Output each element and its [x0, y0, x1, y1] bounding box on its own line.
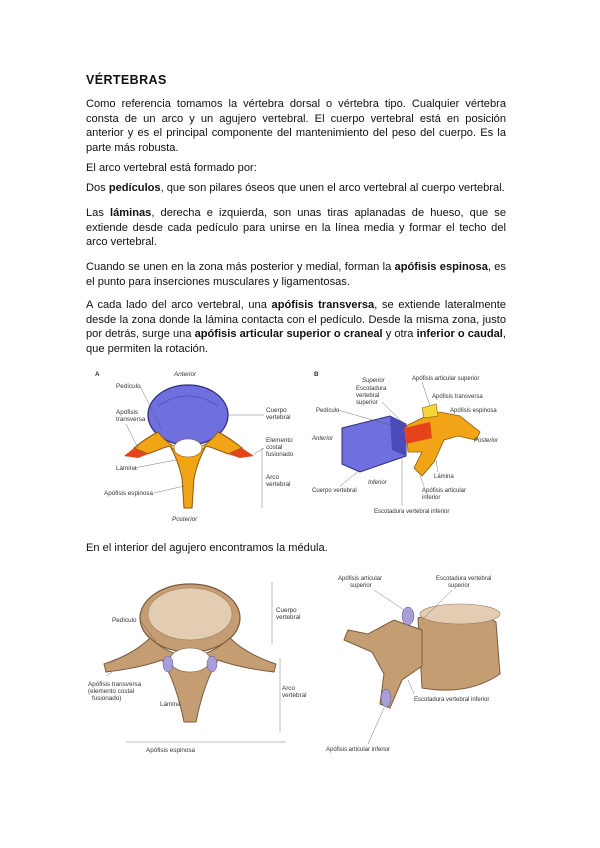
figB-art-inf-label: Apófisis articular — [422, 488, 467, 494]
figD-art-inf-label: Apófisis articular inferior — [326, 747, 391, 753]
figB-transversa-label: Apófisis transversa — [432, 394, 483, 400]
figB-art-sup-label: Apófisis articular superior — [412, 376, 480, 382]
page-title: VÉRTEBRAS — [86, 73, 167, 87]
figA-transversa-label-2: transversa — [116, 416, 146, 423]
vertebral-foramen — [174, 439, 202, 457]
figC-cuerpo-label-2: vertebral — [276, 614, 301, 621]
figC-transversa-label: Apófisis transversa — [88, 681, 142, 688]
figA-costal-label-2: costal — [266, 444, 283, 451]
figB-cuerpo-label: Cuerpo vertebral — [312, 488, 357, 494]
figA-pediculo-label: Pedículo — [116, 383, 141, 390]
intro-paragraph: Como referencia tomamos la vértebra dorsal o vértebra tipo. Cualquier vértebra consta de un arco y un agujero vertebral. El cuerpo vertebral está en posición anterior y es el principal componente del mantenimiento del peso del cuerpo. Es la parte más robusta. — [86, 98, 506, 154]
figure-c-superior-view — [86, 572, 311, 762]
figA-costal-label: Elemento — [266, 437, 293, 444]
figB-inferior-label: Inferior — [368, 480, 387, 486]
figA-lamina-label: Lámina — [116, 465, 137, 472]
figD-art-sup-label-2: superior — [350, 583, 372, 589]
figB-escotadura-sup-label-3: superior — [356, 400, 378, 406]
figD-escotadura-inf-label: Escotadura vertebral inferior — [414, 697, 490, 703]
transversa-paragraph: A cada lado del arco vertebral, una apófisis transversa, se extiende lateralmente desde la zona donde la lámina contacta con el pedículo. Desde la misma zona, justo por detrás, surge una apófisis articular superior o craneal y otra inferior o caudal, que permiten la rotación. — [86, 299, 506, 355]
figure-b-lateral-view — [310, 368, 510, 518]
figC-espinosa-label: Apófisis espinosa — [146, 747, 196, 754]
arco-intro-paragraph: El arco vertebral está formado por: — [86, 162, 257, 174]
transversa-term: apófisis transversa — [271, 299, 375, 311]
figB-superior-label: Superior — [362, 378, 385, 384]
figure-d-lateral-view — [318, 570, 518, 760]
figC-arco-label-2: vertebral — [282, 692, 307, 699]
laminas-term: láminas — [110, 207, 152, 219]
figure-b-letter: B — [314, 371, 319, 378]
figC-pediculo-label: Pedículo — [112, 617, 137, 624]
figA-cuerpo-label: Cuerpo — [266, 407, 287, 414]
figB-art-inf-label-2: inferior — [422, 495, 441, 501]
figC-cuerpo-label: Cuerpo — [276, 607, 297, 614]
figC-transversa-label-2: (elemento costal — [88, 688, 135, 695]
pediculos-term: pedículos — [108, 182, 161, 194]
figA-cuerpo-label-2: vertebral — [266, 414, 291, 421]
figD-art-sup-label: Apófisis articular — [338, 576, 383, 582]
figA-anterior-label: Anterior — [174, 371, 197, 378]
figure-a-letter: A — [95, 371, 100, 378]
figD-escotadura-sup-label: Escotadura vertebral — [436, 576, 492, 582]
medula-paragraph: En el interior del agujero encontramos la médula. — [86, 542, 328, 554]
figC-transversa-label-3: fusionado) — [92, 695, 122, 702]
figC-lamina-label: Lámina — [160, 701, 181, 708]
figA-arco-label-2: vertebral — [266, 481, 291, 488]
figA-transversa-label: Apófisis — [116, 409, 139, 416]
espinosa-term: apófisis espinosa — [394, 261, 488, 273]
espinosa-paragraph: Cuando se unen en la zona más posterior y medial, forman la apófisis espinosa, es el punto para inserciones musculares y ligamentosas. — [86, 261, 506, 288]
figA-espinosa-label: Apófisis espinosa — [104, 490, 154, 497]
figA-arco-label: Arco — [266, 474, 279, 481]
figC-arco-label: Arco — [282, 685, 295, 692]
figB-espinosa-label: Apófisis espinosa — [450, 408, 497, 414]
figA-posterior-label: Posterior — [172, 516, 198, 523]
figD-escotadura-sup-label-2: superior — [448, 583, 470, 589]
figB-pediculo-label: Pedículo — [316, 408, 340, 414]
figure-a-superior-view — [86, 368, 301, 528]
figB-lamina-label: Lámina — [434, 474, 454, 480]
figC-foramen — [170, 648, 210, 672]
figB-escotadura-sup-label-2: vertebral — [356, 393, 380, 399]
articular-inferior-term: inferior o caudal — [416, 328, 503, 341]
figB-arch-shape — [406, 412, 480, 476]
pediculos-paragraph: Dos pedículos, que son pilares óseos que unen el arco vertebral al cuerpo vertebral. — [86, 182, 505, 194]
figB-anterior-label: Anterior — [312, 436, 334, 442]
figB-posterior-label: Posterior — [474, 438, 499, 444]
laminas-paragraph: Las láminas, derecha e izquierda, son unas tiras aplanadas de hueso, que se extiende desde cada pedículo para unirse en la línea media y formar el techo del arco vertebral. — [86, 207, 506, 249]
figB-escotadura-sup-label: Escotadura — [356, 386, 387, 392]
figB-escotadura-inf-label: Escotadura vertebral inferior — [374, 509, 450, 515]
figA-costal-label-3: fusionado — [266, 451, 294, 458]
articular-superior-term: apófisis articular superior o craneal — [194, 328, 383, 341]
